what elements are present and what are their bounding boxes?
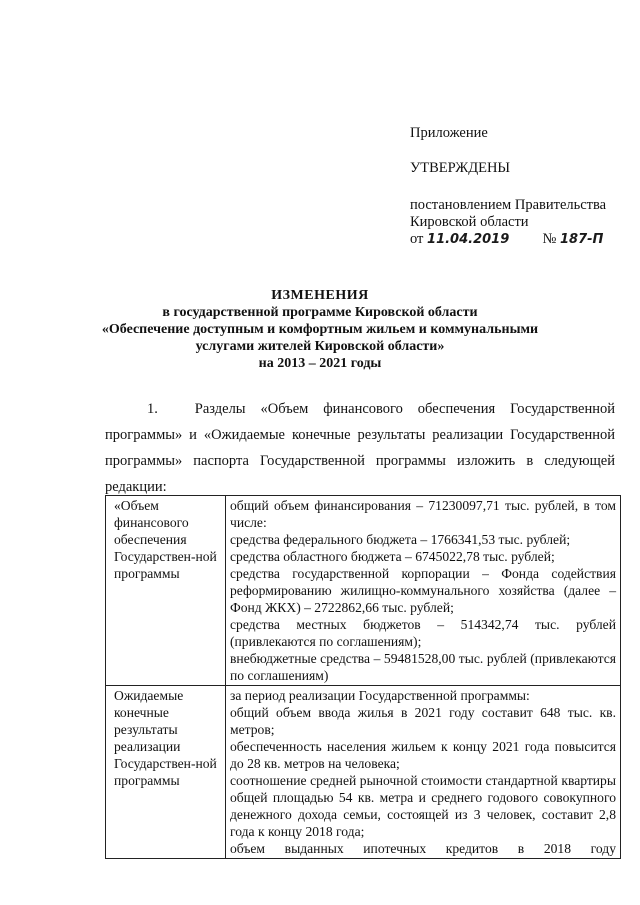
table-row: [106, 686, 621, 859]
row2-item: объем выданных ипотечных кредитов в 2018 году: [230, 841, 616, 856]
row1-item: средства государственной корпорации – Фонда содействия реформированию жилищно-коммунального хозяйства (далее – Фонд ЖКХ) – 2722862,66 тыс. рублей;: [230, 566, 616, 615]
handwritten-number: 187-П: [560, 232, 604, 247]
number-prefix: №: [542, 231, 557, 247]
row2-label: Ожидаемые конечные результаты реализации Государствен-ной программы: [106, 686, 226, 859]
paragraph-text: Разделы «Объем финансового обеспечения Государственной программы» и «Ожидаемые конечные результаты реализации Государственной программы» паспорта Государственной программы изложить в следующей редакции:: [105, 401, 615, 495]
table-row: [106, 496, 621, 686]
row2-item: за период реализации Государственной программы:: [230, 688, 530, 703]
row2-item: общий объем ввода жилья в 2021 году составит 648 тыс. кв. метров;: [230, 705, 616, 737]
title-line-3: «Обеспечение доступным и комфортным жильем и коммунальными: [101, 322, 539, 337]
row1-item: общий объем финансирования – 71230097,71 тыс. рублей, в том числе:: [230, 498, 616, 530]
row1-label: «Объем финансового обеспечения Государствен-ной программы: [106, 496, 226, 686]
date-number-line: [410, 231, 630, 248]
row2-content: [226, 686, 621, 859]
appendix-label: Приложение: [410, 125, 488, 141]
row2-item: обеспеченность населения жильем к концу 2021 года повысится до 28 кв. метров на человека;: [230, 739, 616, 771]
title-main: ИЗМЕНЕНИЯ: [271, 288, 369, 303]
row1-item: средства областного бюджета – 6745022,78 тыс. рублей;: [230, 549, 555, 564]
paragraph-number: 1.: [147, 401, 158, 417]
resolution-line-2: Кировской области: [410, 214, 529, 230]
paragraph-1: [105, 396, 615, 500]
row1-item: средства федерального бюджета – 1766341,53 тыс. рублей;: [230, 532, 571, 547]
row1-item: средства местных бюджетов – 514342,74 тыс. рублей (привлекаются по соглашениям);: [230, 617, 616, 649]
approved-label: УТВЕРЖДЕНЫ: [410, 160, 511, 176]
approval-block: [410, 125, 630, 248]
resolution-line-1: постановлением Правительства: [410, 197, 607, 213]
handwritten-date: 11.04.2019: [427, 232, 510, 247]
passport-table: [105, 495, 621, 859]
row1-content: [226, 496, 621, 686]
row2-item: соотношение средней рыночной стоимости стандартной квартиры общей площадью 54 кв. метра и среднего годового совокупного денежного дохода семьи, состоящей из 3 человек, составит 2,8 года к концу 2018 года;: [230, 773, 616, 839]
title-line-4: услугами жителей Кировской области»: [195, 339, 445, 354]
title-line-5: на 2013 – 2021 годы: [258, 356, 382, 371]
title-line-2: в государственной программе Кировской области: [162, 305, 478, 320]
document-title: [90, 287, 550, 372]
row1-item: внебюджетные средства – 59481528,00 тыс. рублей (привлекаются по соглашениям): [230, 651, 616, 683]
date-prefix: от: [410, 231, 424, 247]
